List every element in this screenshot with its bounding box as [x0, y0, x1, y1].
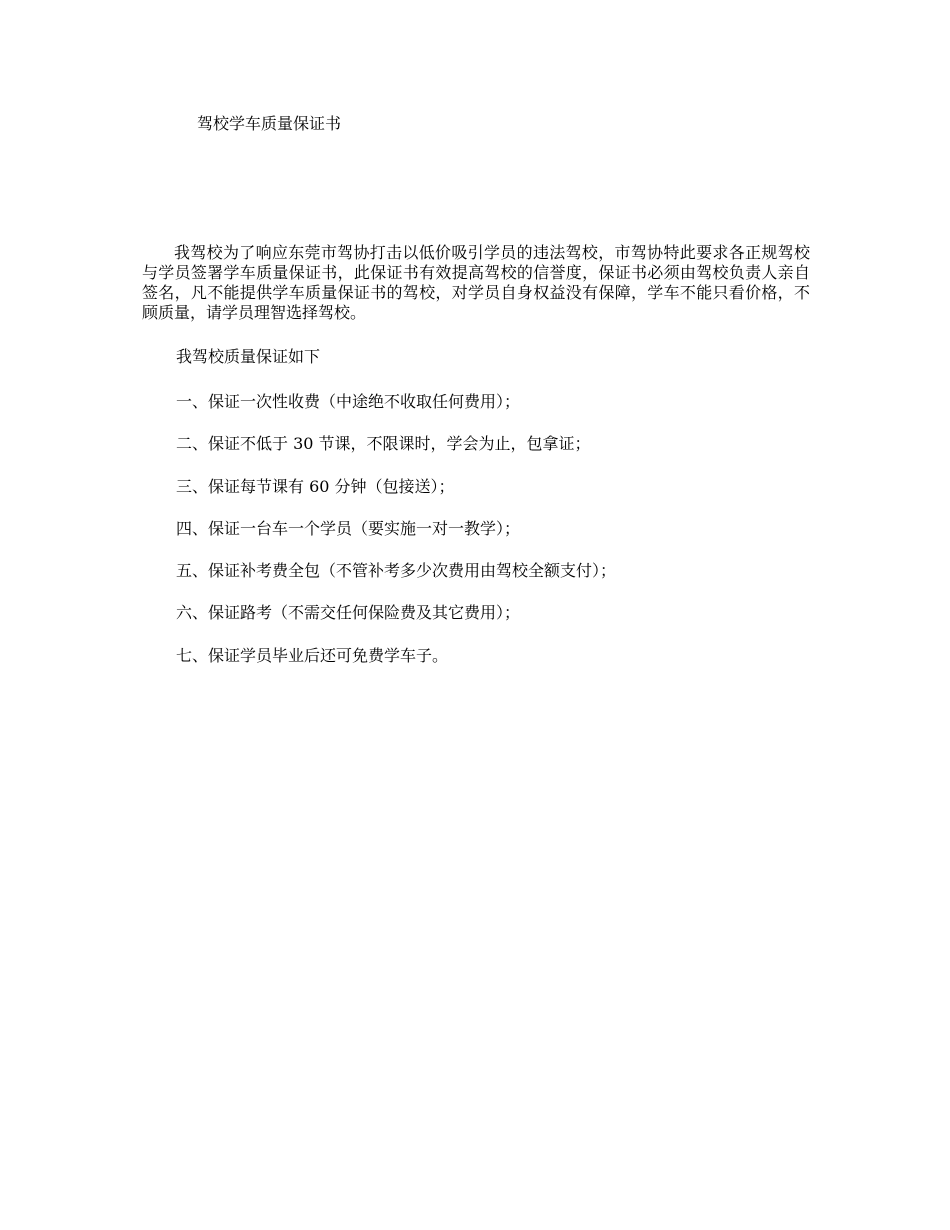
intro-paragraph: 我驾校为了响应东莞市驾协打击以低价吸引学员的违法驾校，市驾协特此要求各正规驾校与学员签署学车质量保证书，此保证书有效提高驾校的信誉度，保证书必须由驾校负责人亲自签名，凡不能提供学车质量保证书的驾校，对学员自身权益没有保障，学车不能只看价格，不顾质量，请学员理智选择驾校。 — [142, 243, 810, 322]
guarantee-list — [176, 392, 616, 688]
guarantee-item-4: 四、保证一台车一个学员（要实施一对一教学）； — [176, 518, 521, 538]
guarantee-item-6: 六、保证路考（不需交任何保险费及其它费用）； — [176, 603, 521, 623]
guarantee-item-2: 二、保证不低于 30 节课，不限课时，学会为止，包拿证； — [176, 434, 591, 454]
guarantee-item-3: 三、保证每节课有 60 分钟（包接送）； — [176, 476, 455, 496]
guarantee-item-1: 一、保证一次性收费（中途绝不收取任何费用）； — [176, 392, 521, 411]
document-title: 驾校学车质量保证书 — [197, 114, 342, 133]
guarantee-lead: 我驾校质量保证如下 — [176, 347, 321, 366]
guarantee-item-7: 七、保证学员毕业后还可免费学车子。 — [176, 645, 449, 665]
guarantee-item-5: 五、保证补考费全包（不管补考多少次费用由驾校全额支付）； — [176, 561, 617, 581]
